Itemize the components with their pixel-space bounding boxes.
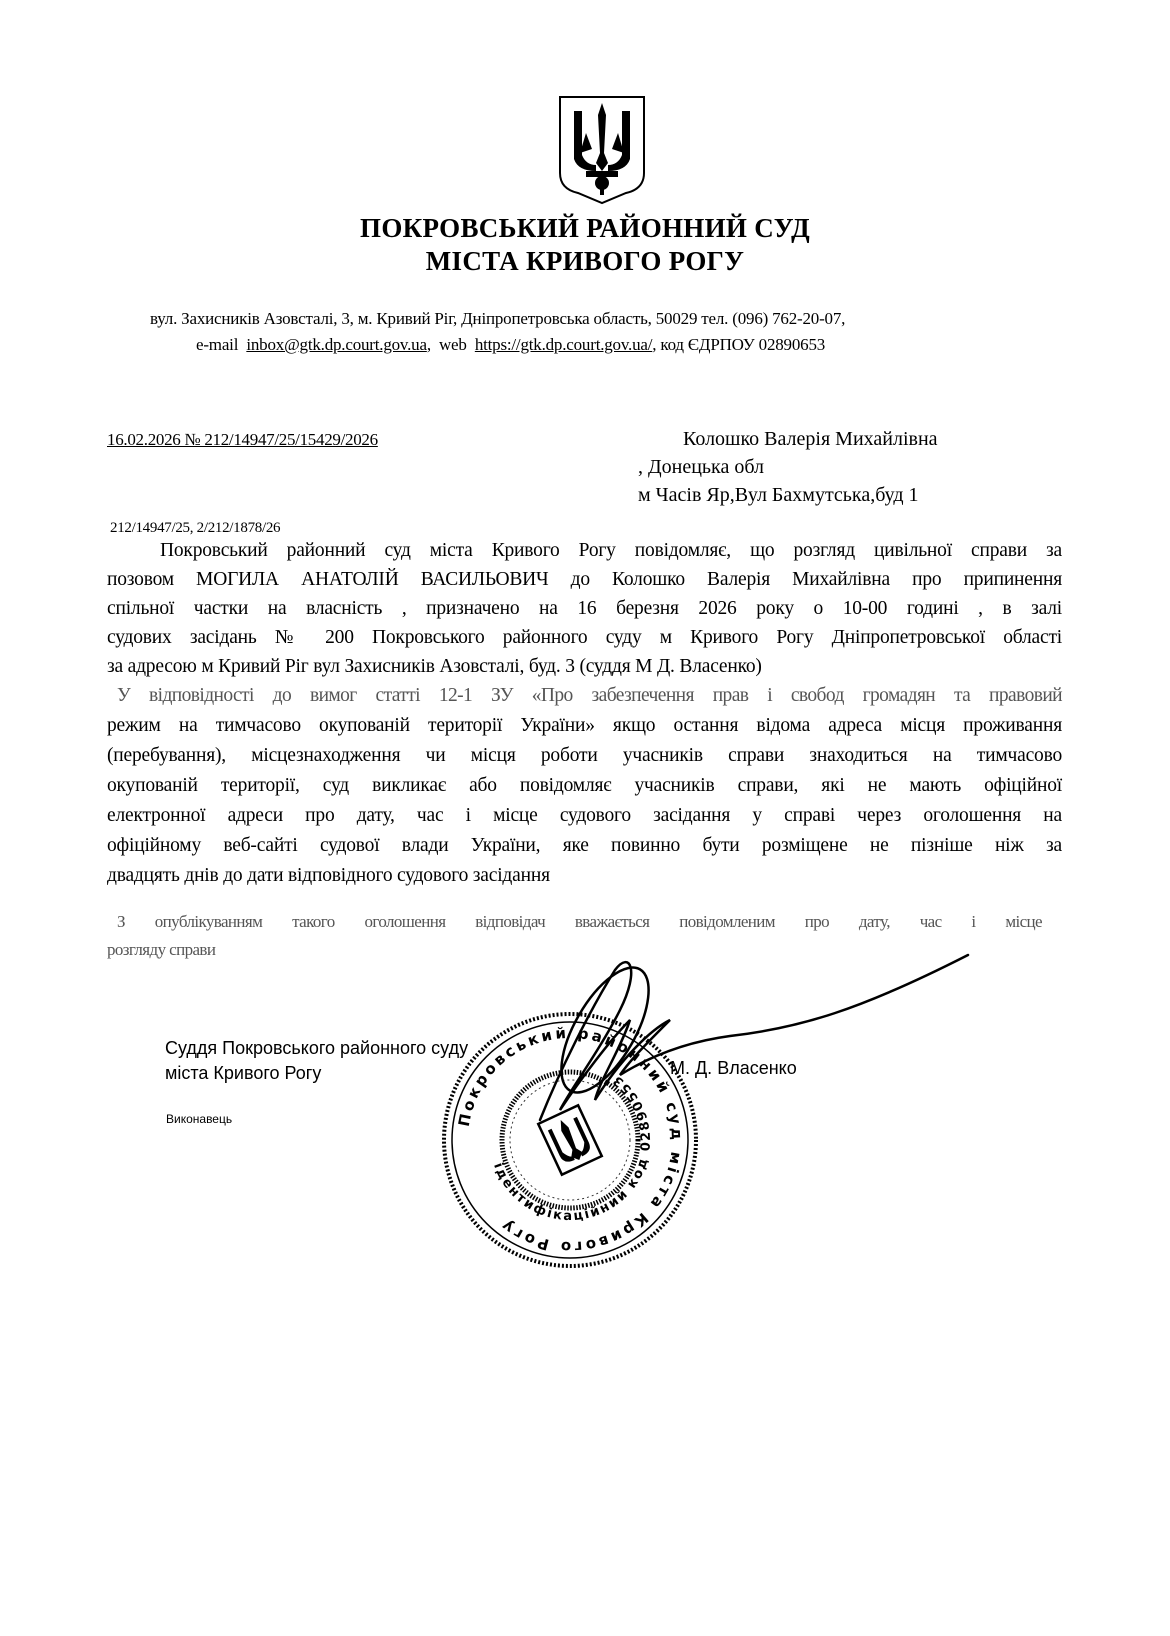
paragraph1-line: за адресою м Кривий Ріг вул Захисників Азовсталі, буд. 3 (суддя М Д. Власенко) <box>107 656 762 677</box>
outgoing-reference: 16.02.2026 № 212/14947/25/15429/2026 <box>107 430 378 449</box>
judge-title-line1: Суддя Покровського районного суду <box>165 1038 469 1058</box>
paragraph2-line: (перебування), місцезнаходження чи місця роботи учасників справи знаходиться на тимчасово <box>107 745 1062 766</box>
svg-text:ідентифікаційний код 02890553: ідентифікаційний код 02890553 <box>490 1071 655 1225</box>
web-link[interactable]: https://gtk.dp.court.gov.ua/ <box>474 335 653 354</box>
addressee-region: , Донецька обл <box>638 456 764 478</box>
paragraph3-line: розгляду справи <box>107 940 216 959</box>
paragraph2-line: У відповідності до вимог статті 12-1 ЗУ «Про забезпечення прав і свобод громадян та правовий <box>117 685 1062 706</box>
paragraph2-line: електронної адреси про дату, час і місце судового засідання у справі через оголошення на <box>107 805 1062 826</box>
paragraph2-line: офіційному веб-сайті судової влади України, яке повинно бути розміщене не пізніше ніж за <box>107 835 1062 856</box>
paragraph2-line: режим на тимчасово окупованій території України» якщо остання відома адреса місця проживання <box>107 715 1062 736</box>
paragraph1-line: спільної частки на власність , призначено на 16 березня 2026 року о 10-00 годині , в залі <box>107 598 1062 619</box>
addressee-address: м Часів Яр,Вул Бахмутська,буд 1 <box>638 484 919 506</box>
paragraph1-line: позовом МОГИЛА АНАТОЛІЙ ВАСИЛЬОВИЧ до Колошко Валерія Михайлівна про припинення <box>107 569 1062 590</box>
case-numbers: 212/14947/25, 2/212/1878/26 <box>110 520 281 536</box>
judge-name: М. Д. Власенко <box>670 1058 797 1078</box>
court-name-line2: МІСТА КРИВОГО РОГУ <box>425 246 745 276</box>
court-name-line1: ПОКРОВСЬКИЙ РАЙОННИЙ СУД <box>360 213 810 243</box>
handwritten-signature-icon <box>500 950 970 1140</box>
paragraph1-line: судових засідань № 200 Покровського районного суду м Кривого Рогу Дніпропетровської області <box>107 627 1062 648</box>
edrpou-code: код ЄДРПОУ 02890653 <box>660 335 826 354</box>
email-link[interactable]: inbox@gtk.dp.court.gov.ua <box>246 335 427 354</box>
paragraph2-line: окупованій території, суд викликає або повідомляє учасників справи, які не мають офіційної <box>107 775 1062 796</box>
paragraph3-line: З опублікуванням такого оголошення відповідач вважається повідомленим про дату, час і місце <box>117 912 1042 931</box>
paragraph1-line: Покровський районний суд міста Кривого Рогу повідомляє, що розгляд цивільної справи за <box>160 540 1062 561</box>
addressee-name: Колошко Валерія Михайлівна <box>683 428 938 450</box>
web-label: web <box>438 335 467 354</box>
svg-text:Покровський районний суд міста: Покровський районний суд міста Кривого Рогу <box>454 1023 687 1257</box>
court-contacts: e-mail inbox@gtk.dp.court.gov.ua, web https://gtk.dp.court.gov.ua/, код ЄДРПОУ 02890653 <box>196 335 826 354</box>
judge-title-line2: міста Кривого Рогу <box>165 1063 322 1083</box>
paragraph2-line: двадцять днів до дати відповідного судового засідання <box>107 865 550 886</box>
executor-label: Виконавець <box>166 1112 233 1126</box>
court-address: вул. Захисників Азовсталі, 3, м. Кривий Ріг, Дніпропетровська область, 50029 тел. (096) 762-20-07, <box>150 309 846 328</box>
trident-coat-of-arms-icon <box>556 93 648 205</box>
email-label: e-mail <box>196 335 239 354</box>
